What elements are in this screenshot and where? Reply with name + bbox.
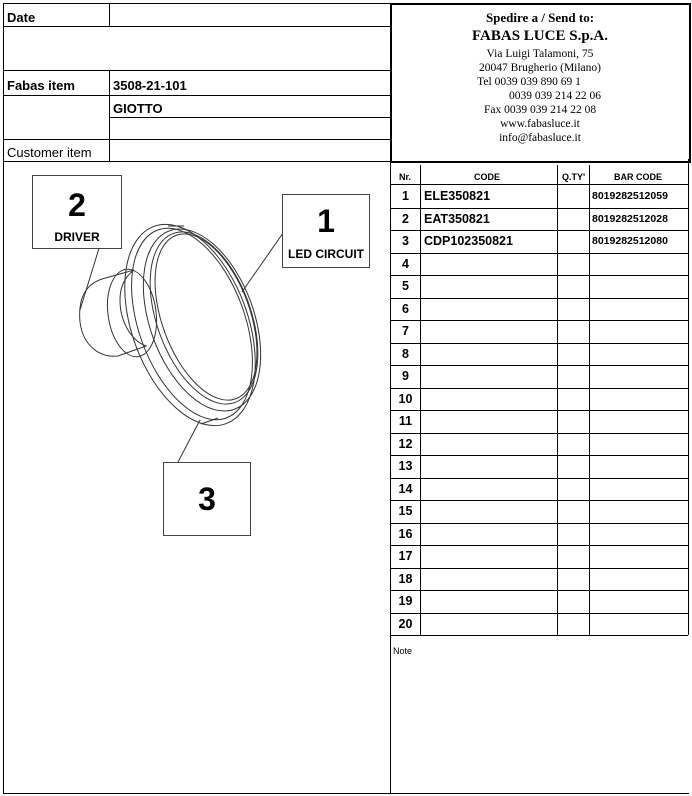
company-website: www.fabasluce.it (500, 118, 580, 130)
company-email: info@fabasluce.it (499, 132, 581, 144)
row-barcode: 8019282512080 (592, 235, 668, 247)
row-number: 9 (402, 369, 409, 383)
row-number: 20 (398, 616, 413, 631)
row-number: 13 (398, 459, 413, 473)
customer-item-label: Customer item (7, 145, 92, 160)
fabas-item-name: GIOTTO (113, 101, 163, 116)
company-name: FABAS LUCE S.p.A. (471, 28, 608, 44)
row-number: 11 (398, 414, 413, 428)
company-tel-2: 0039 039 214 22 06 (509, 90, 601, 102)
row-number: 15 (398, 504, 413, 518)
header-barcode: BAR CODE (614, 172, 663, 182)
row-number: 10 (398, 391, 413, 406)
row-barcode: 8019282512059 (592, 190, 668, 202)
note-label: Note (393, 646, 413, 656)
row-number: 6 (402, 301, 409, 316)
callout-ring (163, 462, 251, 536)
driver-body (80, 270, 146, 356)
callout-1-name: LED CIRCUIT (288, 247, 364, 261)
header-nr: Nr. (399, 172, 412, 182)
callout-2-name: DRIVER (54, 230, 100, 244)
row-number: 14 (398, 481, 413, 496)
callout-2-number: 2 (68, 187, 86, 223)
row-number: 12 (398, 436, 413, 451)
company-tel: Tel 0039 039 890 69 1 (477, 76, 581, 88)
row-number: 2 (402, 211, 409, 226)
ring-outer (100, 206, 281, 443)
row-code: ELE350821 (424, 189, 491, 203)
date-label: Date (7, 10, 36, 25)
company-fax: Fax 0039 039 214 22 08 (483, 104, 597, 116)
row-number: 19 (398, 594, 413, 608)
row-number: 7 (402, 324, 409, 338)
row-number: 8 (402, 346, 409, 361)
company-city: 20047 Brugherio (Milano) (478, 62, 601, 74)
row-code: CDP102350821 (424, 234, 513, 248)
row-number: 4 (402, 256, 409, 271)
header-code: CODE (474, 172, 501, 182)
callout-3-number: 3 (198, 481, 216, 517)
row-number: 1 (402, 189, 409, 203)
callout-led-circuit (282, 194, 370, 268)
company-street: Via Luigi Talamoni, 75 (486, 48, 594, 60)
row-number: 18 (398, 571, 413, 586)
row-number: 5 (402, 279, 409, 293)
header-qty: Q.TY' (562, 172, 586, 182)
row-code: EAT350821 (424, 211, 490, 226)
leader-3 (178, 420, 200, 462)
send-to-heading: Spedire a / Send to: (485, 10, 595, 25)
row-barcode: 8019282512028 (592, 212, 668, 225)
leader-1 (242, 233, 283, 292)
fabas-item-code: 3508-21-101 (113, 78, 187, 93)
fabas-item-label: Fabas item (7, 78, 75, 93)
callout-driver (32, 175, 122, 249)
callout-1-number: 1 (317, 203, 335, 239)
leader-2 (80, 245, 100, 310)
row-number: 17 (398, 549, 413, 563)
row-number: 16 (398, 526, 413, 541)
row-number: 3 (402, 234, 409, 248)
